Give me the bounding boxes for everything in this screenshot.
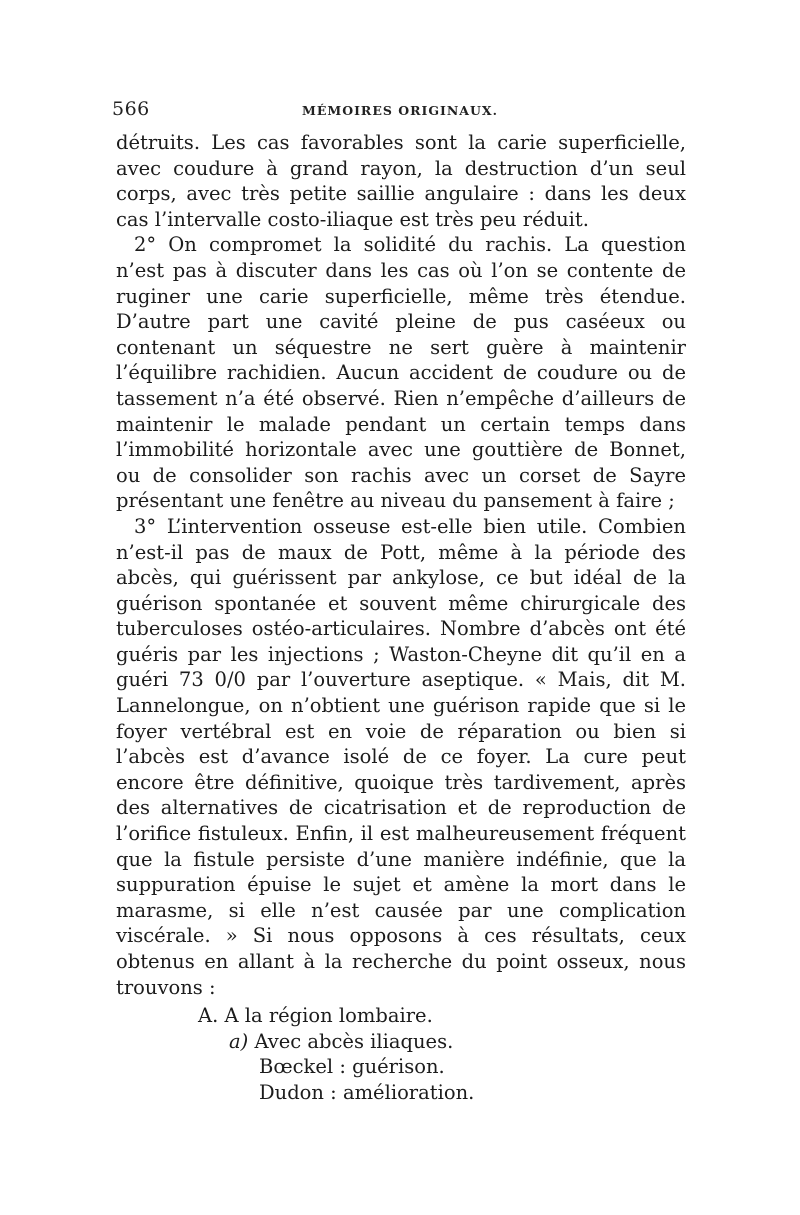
page-number: 566 [112,98,150,120]
section-heading-lombaire: A. A la région lombaire. [198,1004,433,1027]
case-entry: Bœckel : guérison. [259,1055,445,1079]
subsection-heading [116,1029,686,1055]
body-text [116,130,686,1000]
case-list [116,1003,686,1105]
subsection-text: Avec abcès iliaques. [254,1029,454,1053]
paragraph-point-2: 2° On compromet la solidité du rachis. La question n’est pas à discuter dans les cas où l’on se contente de ruginer une carie superficielle, même très étendue. D’autre part une cavité pleine de pus caséeux ou contenant un séquestre ne sert guère à maintenir l’équilibre rachidien. Aucun accident de coudure ou de tassement n’a été observé. Rien n’empêche d’ailleurs de maintenir le malade pendant un certain temps dans l’immobilité horizontale avec une gouttière de Bonnet, ou de consolider son rachis avec un corset de Sayre présentant une fenêtre au niveau du pansement à faire ; [116,233,686,513]
subsection-marker: a) [229,1029,249,1053]
paragraph-point-3: 3° L’intervention osseuse est-elle bien utile. Combien n’est-il pas de maux de Pott, même à la période des abcès, qui guérissent par ankylose, ce but idéal de la guérison spontanée et souvent même chirurgicale des tuberculoses ostéo-articulaires. Nombre d’abcès ont été guéris par les injections ; Waston-Cheyne dit qu’il en a guéri 73 0/0 par l’ouverture aseptique. « Mais, dit M. Lannelongue, on n’obtient une guérison rapide que si le foyer vertébral est en voie de réparation ou bien si l’abcès est d’avance isolé de ce foyer. La cure peut encore être définitive, quoique très tardivement, après des alternatives de cicatrisation et de reproduction de l’orifice fistuleux. Enfin, il est malheureusement fréquent que la fistule persiste d’une manière indéfinie, que la suppuration épuise le sujet et amène la mort dans le marasme, si elle n’est causée par une complication viscérale. » Si nous opposons à ces résultats, ceux obtenus en allant à la recherche du point osseux, nous trouvons : [116,514,686,999]
running-title: MÉMOIRES ORIGINAUX. [302,103,498,118]
case-entry: Dudon : amélioration. [259,1080,475,1104]
page-header [112,98,702,128]
paragraph-continuation: détruits. Les cas favorables sont la carie superficielle, avec coudure à grand rayon, la destruction d’un seul corps, avec très petite saillie angulaire : dans les deux cas l’intervalle costo-iliaque est très peu réduit. [116,131,686,231]
